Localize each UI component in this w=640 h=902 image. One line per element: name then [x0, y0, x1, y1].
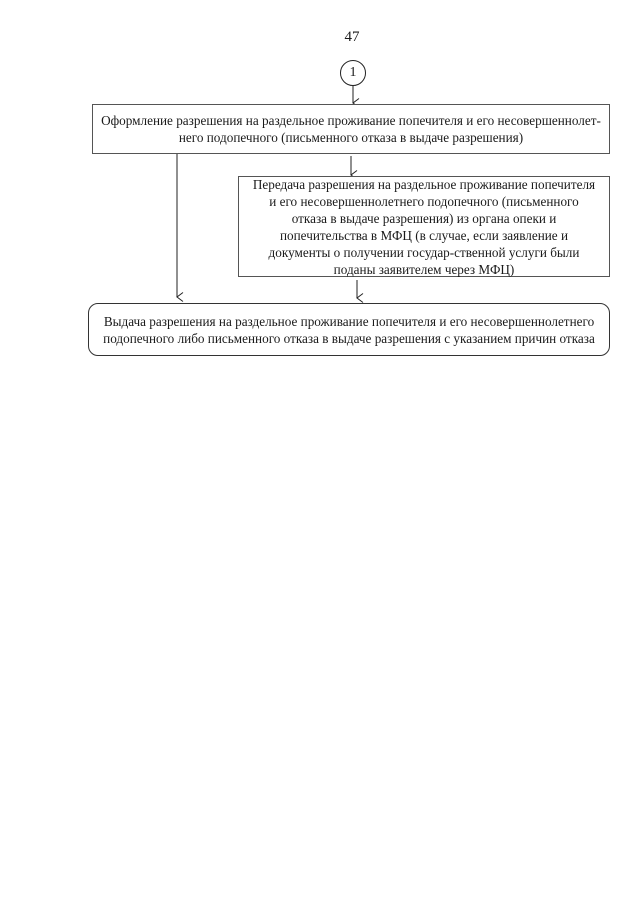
- box-transfer-to-mfc-text: Передача разрешения на раздельное проживание попечителя и его несовершеннолетнего подопечного (письменного отказа в выдаче разрешения) из органа опеки и попечительства в МФЦ (в случае, если заявление и документы о получении государ-ственной услуги были поданы заявителем через МФЦ): [252, 176, 596, 277]
- flowchart-connector: [340, 60, 366, 86]
- box-issue-permission-text: Оформление разрешения на раздельное проживание попечителя и его несовершеннолет-него подопечного (письменного отказа в выдаче разрешения): [101, 113, 601, 145]
- box-transfer-to-mfc: [238, 176, 610, 277]
- connector-label: 1: [349, 65, 357, 80]
- page-number: 47: [344, 29, 360, 45]
- box-issue-permission: [92, 104, 610, 154]
- box-final-issue-text: Выдача разрешения на раздельное проживание попечителя и его несовершеннолетнего подопечного либо письменного отказа в выдаче разрешения с указанием причин отказа: [103, 313, 595, 346]
- box-final-issue: [88, 303, 610, 356]
